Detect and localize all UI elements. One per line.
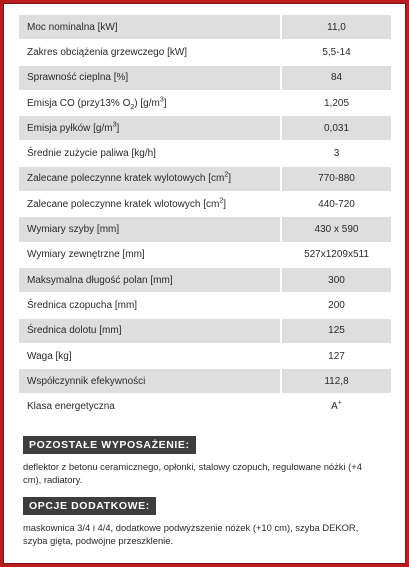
spec-value: 430 x 590 [282,217,391,241]
spec-label: Zalecane poleczynne kratek wylotowych $[cm^2]$ [19,167,282,191]
spec-value: 3 [333,148,340,160]
spec-value: 112,8 [282,369,391,393]
spec-value: 200 [328,299,345,311]
spec-value: 84 [282,66,391,90]
spec-label: Maksymalna długość polan [mm] [19,268,282,292]
spec-label: Średnica czopucha [mm] [27,299,138,311]
spec-row-glass-dimensions [19,217,391,241]
spec-row-co-emission [19,91,391,115]
options-heading: OPCJE DODATKOWE: [23,497,156,515]
spec-label: Średnie zużycie paliwa [kg/h] [27,148,156,160]
spec-label: Współczynnik efekywności [19,369,282,393]
spec-value: 0,031 [282,116,391,140]
spec-row-flue-diameter [19,293,391,317]
spec-label: Waga [kg] [27,350,72,362]
spec-label: Wymiary zewnętrzne [mm] [27,249,145,261]
spec-value: 440-720 [318,198,355,210]
spec-row-thermal-efficiency [19,66,391,90]
spec-label: Średnica dolotu [mm] [19,319,282,343]
spec-label: Zakres obciążenia grzewczego [kW] [27,46,188,58]
equipment-heading: POZOSTAŁE WYPOSAŻENIE: [23,436,196,454]
specifications-table [19,14,391,420]
spec-row-dust-emission [19,116,391,140]
spec-label: Emisja CO (przy13% $O_2$) $[g/m^3]$ [27,96,167,111]
spec-row-nominal-power [19,15,391,39]
options-text: maskownica 3/4 i 4/4, dodatkowe podwyższenie nóżek (+10 cm), szyba DEKOR, szyba gięta, podwójne przeszklenie. [23,522,359,546]
spec-label: Wymiary szyby [mm] [19,217,282,241]
spec-value: 770-880 [282,167,391,191]
spec-row-air-inlet-diameter [19,319,391,343]
spec-label: Moc nominalna [kW] [19,15,282,39]
equipment-text: deflektor z betonu ceramicznego, opłonki, stalowy czopuch, regulowane nóżki (+4 cm), radiatory. [23,461,362,485]
spec-value: 125 [282,319,391,343]
spec-label: Klasa energetyczna [27,401,115,413]
spec-row-inlet-grilles [19,192,391,216]
spec-value: 527x1209x511 [304,249,369,261]
spec-row-weight [19,344,391,368]
spec-row-energy-class [19,394,391,418]
spec-label: Sprawność cieplna [%] [19,66,282,90]
spec-row-external-dimensions [19,243,391,267]
spec-row-heating-load-range [19,40,391,64]
spec-row-outlet-grilles [19,167,391,191]
spec-value: 300 [282,268,391,292]
spec-label: Emisja pyłków $[g/m^3]$ [19,116,282,140]
spec-row-max-log-length [19,268,391,292]
spec-value: 127 [328,350,345,362]
spec-row-fuel-consumption [19,141,391,165]
spec-value: 1,205 [323,97,350,109]
spec-value: 11,0 [282,15,391,39]
spec-value: 5,5-14 [322,46,351,58]
spec-label: Zalecane poleczynne kratek wlotowych $[cm^2]$ [27,197,226,210]
spec-row-efficiency-index [19,369,391,393]
spec-value: A+ [331,399,342,413]
